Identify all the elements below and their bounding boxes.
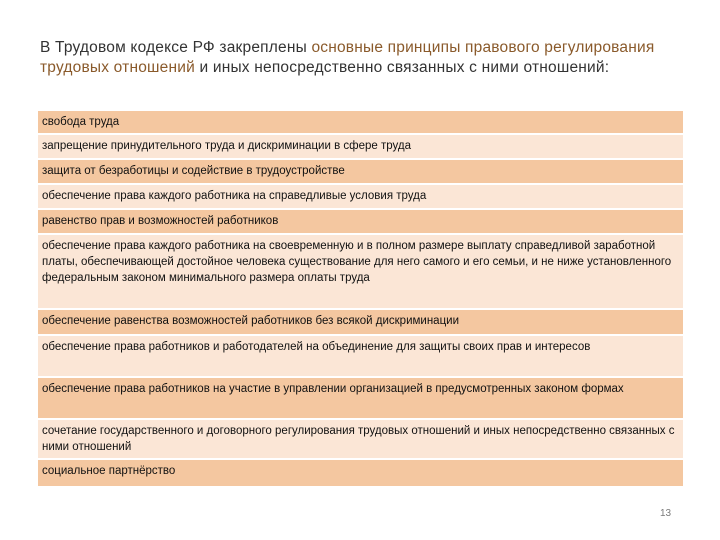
principle-row: обеспечение равенства возможностей работников без всякой дискриминации: [38, 310, 683, 336]
principle-row: сочетание государственного и договорного регулирования трудовых отношений и иных непосредственно связанных с ними отношений: [38, 420, 683, 460]
heading-text-part1: В Трудовом кодексе РФ закреплены: [40, 39, 312, 56]
principle-row: равенство прав и возможностей работников: [38, 210, 683, 235]
principles-table: [38, 111, 683, 488]
principle-row: обеспечение права каждого работника на своевременную и в полном размере выплату справедливой заработной платы, обеспечивающей достойное человека существование для него самого и его семьи, и не ниже установленного федеральным законом минимального размера оплаты труда: [38, 235, 683, 310]
principle-row: обеспечение права работников на участие в управлении организацией в предусмотренных законом формах: [38, 378, 683, 420]
principle-row: защита от безработицы и содействие в трудоустройстве: [38, 160, 683, 185]
principle-row: обеспечение права работников и работодателей на объединение для защиты своих прав и интересов: [38, 336, 683, 378]
slide-heading: [40, 38, 680, 78]
heading-text-part3: и иных непосредственно связанных с ними отношений:: [194, 59, 610, 76]
principle-row: запрещение принудительного труда и дискриминации в сфере труда: [38, 135, 683, 160]
page-number: 13: [660, 508, 672, 519]
principle-row: свобода труда: [38, 111, 683, 135]
heading-highlight: основные принципы правового регулирования трудовых отношений: [40, 39, 655, 76]
principle-row: обеспечение права каждого работника на справедливые условия труда: [38, 185, 683, 210]
principle-row: социальное партнёрство: [38, 460, 683, 488]
